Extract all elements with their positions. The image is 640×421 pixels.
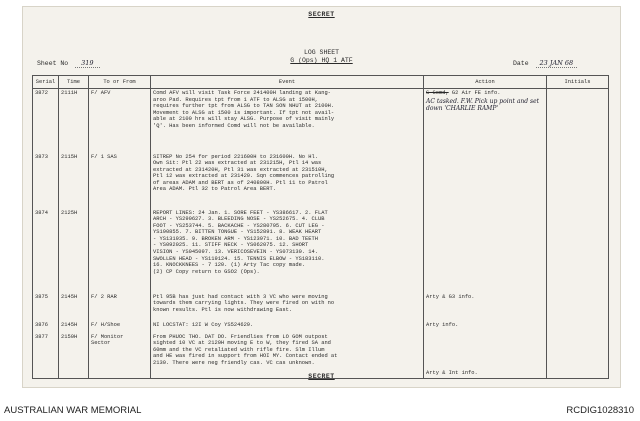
- cell-time: 2150H: [59, 333, 89, 379]
- cell-time: 2111H: [59, 89, 89, 153]
- classification-bottom: SECRET: [308, 373, 335, 380]
- classification-top: SECRET: [308, 11, 335, 18]
- cell-event: REPORT LINES: 24 Jan. 1. SORE FEET - YS386617. 2. FLAT ARCH - YS290627. 3. BLEEDING NOSE - YS252675. 4. CLUB FOOT - YS253744. 5. BACKACHE - YS280795. 6. CUT LEG - YS190855. 7. BITTEN TONGUE - YS152891. 8. WEAK HEART - YS131935. 9. BROKEN ARM - YS123971. 10. BAD TEETH - YS092025. 11. STIFF NECK - YS062075. 12. SHORT VISION - YS045097. 13. VERICOSEVEIN - YS073130. 14. SWOLLEN HEAD - YS119124. 15. TENNIS ELBOW - YS183110. 16. KNOCKKNEES - 7 120. (1) Arty Tac copy made. (2) CP Copy return to GSO2 (Ops).: [151, 209, 424, 293]
- cell-serial: 3876: [33, 321, 59, 333]
- col-action: Action: [424, 76, 547, 89]
- table-header: [33, 76, 609, 89]
- col-serial: Serial: [33, 76, 59, 89]
- action-handwritten-note: AC tasked. F.W. Pick up point and set down 'CHARLIE RAMP': [426, 97, 540, 112]
- cell-serial: 3872: [33, 89, 59, 153]
- cell-from: F/ AFV: [89, 89, 151, 153]
- cell-time: 2115H: [59, 153, 89, 209]
- cell-serial: 3874: [33, 209, 59, 293]
- log-sheet-paper: [22, 6, 621, 388]
- date-value: 23 JAN 68: [536, 59, 578, 68]
- cell-action: Arty info.: [424, 321, 547, 333]
- date-label: Date: [513, 60, 529, 67]
- cell-event: SITREP No 254 for period 221600H to 231600H. No Hl. Own Sit: Ptl 22 was extracted at 231215H, Ptl 14 was extracted at 231420H, Ptl 31 was extracted at 231510H, Ptl 12 was extracted at 231420. Sqn commences patrolling of areas ADAM and BERT as of 240800H. Ptl 11 to Patrol Area ADAM. Ptl 32 to Patrol Area BERT.: [151, 153, 424, 209]
- cell-action: [424, 209, 547, 293]
- cell-event: Comd AFV will visit Task Force 241400H landing at Kang- aroo Pad. Requires tpt from 1 ATF to ALSG at 1500H, requires further tpt from ALSG to TAN SON NHUT at 2100H. Movement to ALSG at 1500 is important. If tpt not avail- able at 2100 hrs will stay ALSG. Purpose of visit mainly 'Q'. Has been informed Comd will not be available.: [151, 89, 424, 153]
- cell-initials: [547, 321, 609, 333]
- cell-event: From PHUOC THO. DAT DO. Friendlies from LO GOM outpost sighted 10 VC at 2120H moving E to W, they fired SA and 60mm and the VC retaliated with rifle fire. Slm Illum and HE was fired in support from HOI MY. Contact ended at 2130. There were neg friendly cas. VC cas unknown.: [151, 333, 424, 379]
- log-sheet-title: LOG SHEET: [303, 49, 340, 56]
- cell-serial: 3873: [33, 153, 59, 209]
- cell-serial: 3875: [33, 293, 59, 321]
- col-time: Time: [59, 76, 89, 89]
- action-text: G2 Air FE info.: [451, 90, 501, 96]
- log-table: [32, 75, 609, 379]
- table-row: [33, 293, 609, 321]
- cell-from: F/ 1 SAS: [89, 153, 151, 209]
- col-event: Event: [151, 76, 424, 89]
- action-struck-text: G Comd,: [426, 90, 449, 96]
- cell-initials: [547, 333, 609, 379]
- table-row: [33, 153, 609, 209]
- cell-action: Arty & G3 info.: [424, 293, 547, 321]
- cell-event: NI LOCSTAT: 12I W Coy YS524629.: [151, 321, 424, 333]
- cell-from: F/ 2 RAR: [89, 293, 151, 321]
- table-row: [33, 209, 609, 293]
- sheet-no-value: 319: [75, 59, 99, 68]
- table-row: [33, 321, 609, 333]
- cell-time: 2145H: [59, 293, 89, 321]
- date-field: [513, 59, 577, 67]
- cell-initials: [547, 293, 609, 321]
- cell-initials: [547, 89, 609, 153]
- cell-from: [89, 209, 151, 293]
- col-to-or-from: To or From: [89, 76, 151, 89]
- cell-action: [424, 89, 547, 153]
- sheet-label: Sheet No: [37, 60, 69, 67]
- cell-initials: [547, 209, 609, 293]
- cell-action: Arty & Int info.: [424, 333, 547, 379]
- footer-record-id: RCDIG1028310: [566, 405, 634, 416]
- cell-initials: [547, 153, 609, 209]
- table-row: [33, 333, 609, 379]
- cell-from: F/ Monitor Sector: [89, 333, 151, 379]
- cell-time: 2125H: [59, 209, 89, 293]
- cell-time: 2145H: [59, 321, 89, 333]
- cell-from: F/ H/Shoe: [89, 321, 151, 333]
- col-initials: Initials: [547, 76, 609, 89]
- cell-serial: 3877: [33, 333, 59, 379]
- table-row: [33, 89, 609, 153]
- cell-event: Ptl 95B has just had contact with 3 VC who were moving towards them carrying lights. They were fired on with no known results. Ptl is now withdrawing East.: [151, 293, 424, 321]
- log-sheet-unit: G (Ops) HQ 1 ATF: [290, 57, 353, 64]
- footer-institution: AUSTRALIAN WAR MEMORIAL: [4, 405, 142, 416]
- cell-action: [424, 153, 547, 209]
